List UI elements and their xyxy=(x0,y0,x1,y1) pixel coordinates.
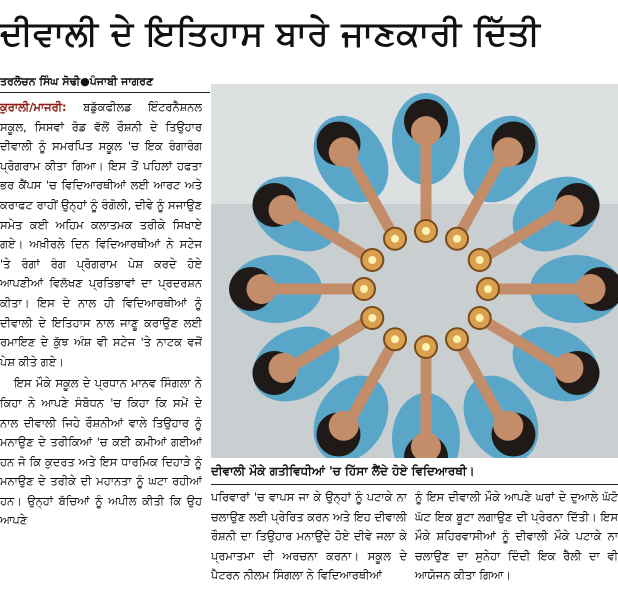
paragraph-1 xyxy=(0,98,202,372)
diya-flame-icon xyxy=(368,256,376,264)
photo-caption: ਦੀਵਾਲੀ ਮੌਕੇ ਗਤੀਵਿਧੀਆਂ 'ਚ ਹਿੱਸਾ ਲੈਂਦੇ ਹੋਏ ਵਿਦਿਆਰਥੀ। xyxy=(211,458,618,485)
diya-flame-icon xyxy=(360,285,368,293)
diya-flame-icon xyxy=(453,335,461,343)
diya-flame-icon xyxy=(422,343,430,351)
student-face xyxy=(247,274,277,304)
student-face xyxy=(329,137,359,167)
news-photo xyxy=(211,84,618,458)
student-face xyxy=(493,137,523,167)
student-face xyxy=(576,274,606,304)
dateline: ਕੁਰਾਲੀ/ਮਾਜਰੀ: xyxy=(0,100,67,114)
student-face xyxy=(411,116,441,146)
diya-flame-icon xyxy=(391,335,399,343)
student-face xyxy=(269,195,299,225)
bottom-paragraph-1: ਪਰਿਵਾਰਾਂ 'ਚ ਵਾਪਸ ਜਾ ਕੇ ਉਨ੍ਹਾਂ ਨੂੰ ਪਟਾਕੇ ਨਾ ਚਲਾਉਣ ਲਈ ਪ੍ਰੇਰਿਤ ਕਰਨ ਅਤੇ ਇਹ ਦੀਵਾਲੀ ਰੌਸ਼ਨੀ ਦਾ ਤਿਉਹਾਰ ਮਨਾਉਂਦੇ ਹੋਏ ਦੀਵੇ ਜਲਾ ਕੇ ਪ੍ਰਮਾਤਮਾ ਦੀ ਅਰਚਨਾ ਕਰਨਾ। ਸਕੂਲ ਦੇ ਪੈਟਰਨ ਨੀਲਮ ਸਿੰਗਲਾ ਨੇ ਵਿਦਿਆਰਥੀਆਂ xyxy=(211,490,407,583)
article-body-left-column xyxy=(0,98,202,614)
photo-students-diyas xyxy=(211,84,618,458)
student-face xyxy=(269,353,299,383)
bottom-paragraph-2: ਨੂੰ ਇਸ ਦੀਵਾਲੀ ਮੌਕੇ ਆਪਣੇ ਘਰਾਂ ਦੇ ਦੁਆਲੇ ਘੱਟੋ ਘੱਟ ਇਕ ਬੂਟਾ ਲਗਾਉਣ ਦੀ ਪ੍ਰੇਰਨਾ ਦਿੱਤੀ। ਇਸ ਮੌਕੇ ਸ਼ਹਿਰਵਾਸੀਆਂ ਨੂੰ ਦੀਵਾਲੀ ਮੌਕੇ ਪਟਾਕੇ ਨਾ ਚਲਾਉਣ ਦਾ ਸੁਨੇਹਾ ਦਿੰਦੀ ਇਕ ਰੈਲੀ ਦਾ ਵੀ ਆਯੋਜਨ ਕੀਤਾ ਗਿਆ। xyxy=(415,490,618,583)
student-face xyxy=(329,411,359,441)
diya-flame-icon xyxy=(368,314,376,322)
diya-flame-icon xyxy=(484,285,492,293)
student-face xyxy=(493,411,523,441)
paragraph-2: ਇਸ ਮੌਕੇ ਸਕੂਲ ਦੇ ਪ੍ਰਧਾਨ ਮਾਨਵ ਸਿੰਗਲਾ ਨੇ ਕਿਹਾ ਨੇ ਆਪਣੇ ਸੰਬੋਧਨ 'ਚ ਕਿਹਾ ਕਿ ਸਮੇਂ ਦੇ ਨਾਲ ਦੀਵਾਲੀ ਜਿਹੇ ਰੌਸ਼ਨੀਆਂ ਵਾਲੇ ਤਿਉਹਾਰ ਨੂੰ ਮਨਾਉਣ ਦੇ ਤਰੀਕਿਆਂ 'ਚ ਕਈ ਕਮੀਆਂ ਗਈਆਂ ਹਨ ਜੋ ਕਿ ਕੁਦਰਤ ਅਤੇ ਇਸ ਧਾਰਮਿਕ ਦਿਹਾੜੇ ਨੂੰ ਮਨਾਉਣ ਦੇ ਤਰੀਕੇ ਦੀ ਮਹਾਨਤਾ ਨੂੰ ਘਟਾ ਰਹੀਆਂ ਹਨ। ਉਨ੍ਹਾਂ ਬੱਚਿਆਂ ਨੂੰ ਅਪੀਲ ਕੀਤੀ ਕਿ ਉਹ ਆਪਣੇ xyxy=(0,376,202,528)
diya-flame-icon xyxy=(453,235,461,243)
diya-flame-icon xyxy=(391,235,399,243)
headline: ਦੀਵਾਲੀ ਦੇ ਇਤਿਹਾਸ ਬਾਰੇ ਜਾਣਕਾਰੀ ਦਿੱਤੀ xyxy=(0,14,541,54)
student-face xyxy=(553,195,583,225)
article-body-bottom-column-1 xyxy=(211,488,407,614)
diya-flame-icon xyxy=(476,314,484,322)
student-face xyxy=(553,353,583,383)
paragraph-1-text: ਬਡੁੱਕਫੀਲਡ ਇੰਟਰਨੈਸ਼ਨਲ ਸਕੂਲ, ਸਿਸਵਾਂ ਰੋਡ ਵੱਲੋਂ ਰੌਸ਼ਨੀ ਦੇ ਤਿਉਹਾਰ ਦੀਵਾਲੀ ਨੂੰ ਸਮਰਪਿਤ ਸਕੂਲ 'ਚ ਇਕ ਰੰਗਾਰੰਗ ਪ੍ਰੋਗਰਾਮ ਕੀਤਾ ਗਿਆ। ਇਸ ਤੋਂ ਪਹਿਲਾਂ ਹਫਤਾ ਭਰ ਕੈਂਪਸ 'ਚ ਵਿਦਿਆਰਥੀਆਂ ਲਈ ਆਰਟ ਅਤੇ ਕਰਾਫਟ ਰਾਹੀਂ ਉਨ੍ਹਾਂ ਨੂੰ ਰੰਗੋਲੀ, ਦੀਵੇ ਨੂੰ ਸਜਾਉਣ ਸਮੇਤ ਕਈ ਅਹਿਮ ਕਲਾਤਮਕ ਤਰੀਕੇ ਸਿਖਾਏ ਗਏ। ਅਖ਼ੀਰਲੇ ਦਿਨ ਵਿਦਿਆਰਥੀਆਂ ਨੇ ਸਟੇਜ 'ਤੇ ਰੰਗਾਂ ਰੰਗ ਪ੍ਰੋਗਰਾਮ ਪੇਸ਼ ਕਰਦੇ ਹੋਏ ਆਪਣੀਆਂ ਵਿਲੱਖਣ ਪ੍ਰਤਿਭਾਵਾਂ ਦਾ ਪ੍ਰਦਰਸ਼ਨ ਕੀਤਾ। ਇਸ ਦੇ ਨਾਲ ਹੀ ਵਿਦਿਆਰਥੀਆਂ ਨੂੰ ਦੀਵਾਲੀ ਦੇ ਇਤਿਹਾਸ ਨਾਲ ਜਾਣੂ ਕਰਾਉਣ ਲਈ ਰਮਾਇਣ ਦੇ ਕੁੱਝ ਅੰਸ਼ ਵੀ ਸਟੇਜ 'ਤੇ ਨਾਟਕ ਵਜੋਂ ਪੇਸ਼ ਕੀਤੇ ਗਏ। xyxy=(0,100,202,369)
byline: ਤਰਲੋਚਨ ਸਿੰਘ ਸੋਢੀ●ਪੰਜਾਬੀ ਜਾਗਰਣ xyxy=(0,72,210,93)
diya-flame-icon xyxy=(476,256,484,264)
diya-flame-icon xyxy=(422,227,430,235)
article-body-bottom-column-2 xyxy=(415,488,618,614)
